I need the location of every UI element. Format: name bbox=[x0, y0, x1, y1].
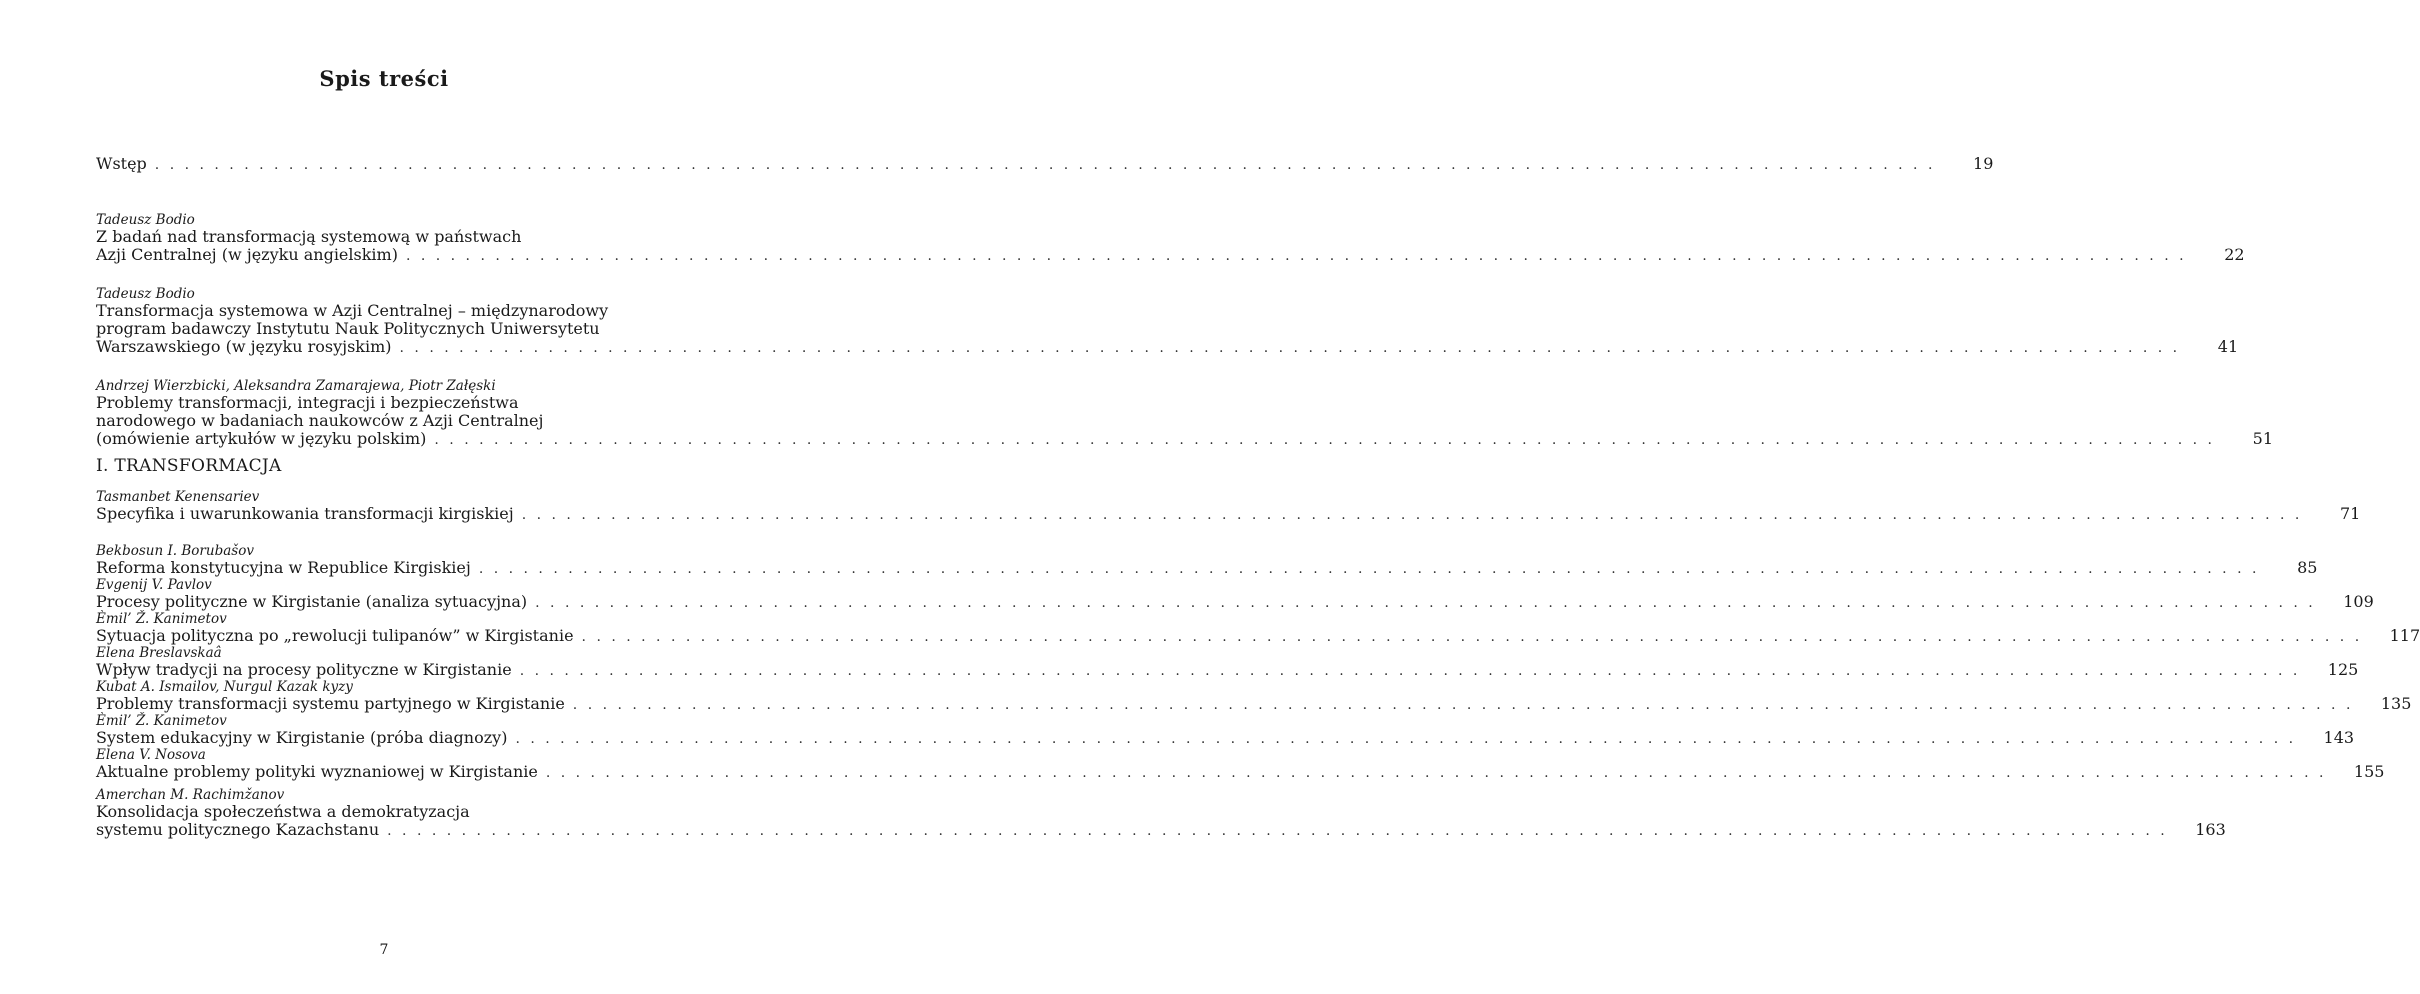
toc-entry[interactable] bbox=[96, 212, 2245, 264]
toc-page-number: 143 bbox=[2323, 728, 2355, 747]
leader-dots: . . . . . . . . . . . . . . . . . . . . . . . . . . . . . . . . . . . . . . . . . . . . . . . . . . . . . . . . . . . . . . . . . . . . . . . . . . . . . . . . . . . . . . . . . . . . . . . . . . . . . . . . . . . . . . . . . . . . . . . . bbox=[519, 663, 2301, 679]
toc-page-number: 135 bbox=[2380, 694, 2412, 713]
toc-entry-author: Tadeusz Bodio bbox=[96, 286, 195, 302]
toc-entry-title-line: Konsolidacja społeczeństwa a demokratyzacja bbox=[96, 802, 470, 821]
toc-entry-author: Elena Breslavskaâ bbox=[96, 645, 222, 661]
toc-entry-title-line: Wpływ tradycji na procesy polityczne w Kirgistanie bbox=[96, 660, 512, 679]
toc-entry-author: Amerchan M. Rachimžanov bbox=[96, 787, 285, 803]
toc-entry-title: Wstęp bbox=[96, 154, 147, 173]
toc-entry[interactable] bbox=[96, 645, 2359, 679]
toc-entry-author: Evgenij V. Pavlov bbox=[96, 577, 212, 593]
leader-dots: . . . . . . . . . . . . . . . . . . . . . . . . . . . . . . . . . . . . . . . . . . . . . . . . . . . . . . . . . . . . . . . . . . . . . . . . . . . . . . . . . . . . . . . . . . . . . . . . . . . . . . . . . . . . . . . . . . . . . . . . bbox=[521, 507, 2303, 523]
toc-entry-title-line: Procesy polityczne w Kirgistanie (analiza sytuacyjna) bbox=[96, 592, 528, 611]
leader-dots: . . . . . . . . . . . . . . . . . . . . . . . . . . . . . . . . . . . . . . . . . . . . . . . . . . . . . . . . . . . . . . . . . . . . . . . . . . . . . . . . . . . . . . . . . . . . . . . . . . . . . . . . . . . . . . . . . . . . . . . . bbox=[405, 248, 2187, 264]
toc-entry-title-line: narodowego w badaniach naukowców z Azji Centralnej bbox=[96, 411, 544, 430]
toc-page-number: 125 bbox=[2327, 660, 2359, 679]
leader-dots: . . . . . . . . . . . . . . . . . . . . . . . . . . . . . . . . . . . . . . . . . . . . . . . . . . . . . . . . . . . . . . . . . . . . . . . . . . . . . . . . . . . . . . . . . . . . . . . . . . . . . . . . . . . . . . . . . . . . . . . . bbox=[434, 432, 2215, 448]
toc-entry[interactable] bbox=[96, 489, 2361, 523]
page-title: Spis treści bbox=[319, 66, 449, 91]
toc-entry-author: Tadeusz Bodio bbox=[96, 212, 195, 228]
toc-entry-author: Èmil’ Ž. Kanimetov bbox=[96, 713, 227, 729]
toc-page-number: 71 bbox=[2339, 504, 2361, 523]
toc-entry[interactable] bbox=[96, 611, 2420, 645]
toc-entry-title-line: Azji Centralnej (w języku angielskim) bbox=[96, 245, 398, 264]
toc-entry-title-line: Z badań nad transformacją systemową w państwach bbox=[96, 227, 522, 246]
toc-entry-title-line: Specyfika i uwarunkowania transformacji kirgiskiej bbox=[96, 504, 514, 523]
toc-entry-author: Kubat A. Ismailov, Nurgul Kazak kyzy bbox=[96, 679, 353, 695]
toc-page-number: 109 bbox=[2343, 592, 2374, 611]
toc-entry-title-line: Transformacja systemowa w Azji Centralnej – międzynarodowy bbox=[96, 301, 609, 320]
toc-entry[interactable] bbox=[96, 577, 2374, 611]
toc-entry[interactable] bbox=[96, 543, 2318, 577]
toc-page-number: 41 bbox=[2217, 337, 2239, 356]
leader-dots: . . . . . . . . . . . . . . . . . . . . . . . . . . . . . . . . . . . . . . . . . . . . . . . . . . . . . . . . . . . . . . . . . . . . . . . . . . . . . . . . . . . . . . . . . . . . . . . . . . . . . . . . . . . . . . . . . . . . . . . . bbox=[572, 697, 2354, 713]
toc-entry[interactable] bbox=[96, 713, 2355, 747]
toc-entry-author: Tasmanbet Kenensariev bbox=[96, 489, 260, 505]
toc-page-number: 117 bbox=[2389, 626, 2420, 645]
toc-entry[interactable] bbox=[96, 787, 2226, 839]
toc-entry-author: Andrzej Wierzbicki, Aleksandra Zamarajewa, Piotr Załęski bbox=[96, 378, 496, 394]
toc-entry-title-line: Sytuacja polityczna po „rewolucji tulipanów” w Kirgistanie bbox=[96, 626, 574, 645]
leader-dots: . . . . . . . . . . . . . . . . . . . . . . . . . . . . . . . . . . . . . . . . . . . . . . . . . . . . . . . . . . . . . . . . . . . . . . . . . . . . . . . . . . . . . . . . . . . . . . . . . . . . . . . . . . . . . . . . . . . . . . . . bbox=[535, 595, 2316, 611]
toc-entry-title-line: Reforma konstytucyjna w Republice Kirgiskiej bbox=[96, 558, 471, 577]
toc-entry-title-line: (omówienie artykułów w języku polskim) bbox=[96, 429, 427, 448]
leader-dots: . . . . . . . . . . . . . . . . . . . . . . . . . . . . . . . . . . . . . . . . . . . . . . . . . . . . . . . . . . . . . . . . . . . . . . . . . . . . . . . . . . . . . . . . . . . . . . . . . . . . . . . . . . . . . . . . . . . . . . . . bbox=[478, 561, 2260, 577]
toc-entry-title-line: System edukacyjny w Kirgistanie (próba diagnozy) bbox=[96, 728, 508, 747]
toc-page-number: 22 bbox=[2224, 245, 2245, 264]
toc-entry-title-line: program badawczy Instytutu Nauk Politycznych Uniwersytetu bbox=[96, 319, 600, 338]
toc-entry-author: Elena V. Nosova bbox=[96, 747, 206, 763]
toc-entry[interactable] bbox=[96, 679, 2412, 713]
section-heading: I. TRANSFORMACJA bbox=[96, 456, 282, 476]
leader-dots: . . . . . . . . . . . . . . . . . . . . . . . . . . . . . . . . . . . . . . . . . . . . . . . . . . . . . . . . . . . . . . . . . . . . . . . . . . . . . . . . . . . . . . . . . . . . . . . . . . . . . . . . . . . . . . . . . . . . . . . . bbox=[387, 823, 2168, 839]
toc-entry-intro[interactable] bbox=[96, 154, 1994, 173]
toc-entry-title-line: Problemy transformacji systemu partyjnego w Kirgistanie bbox=[96, 694, 565, 713]
leader-dots: . . . . . . . . . . . . . . . . . . . . . . . . . . . . . . . . . . . . . . . . . . . . . . . . . . . . . . . . . . . . . . . . . . . . . . . . . . . . . . . . . . . . . . . . . . . . . . . . . . . . . . . . . . . . . . . . . . . . . . . . bbox=[545, 765, 2327, 781]
toc-page-number: 51 bbox=[2252, 429, 2273, 448]
folio-page-number: 7 bbox=[379, 942, 389, 958]
leader-dots: . . . . . . . . . . . . . . . . . . . . . . . . . . . . . . . . . . . . . . . . . . . . . . . . . . . . . . . . . . . . . . . . . . . . . . . . . . . . . . . . . . . . . . . . . . . . . . . . . . . . . . . . . . . . . . . . . . . . . . . . bbox=[581, 629, 2363, 645]
toc-entry-title-line: Warszawskiego (w języku rosyjskim) bbox=[96, 337, 392, 356]
toc-page-number: 85 bbox=[2297, 558, 2318, 577]
toc-entry-author: Èmil’ Ž. Kanimetov bbox=[96, 611, 227, 627]
toc-entry-title-line: systemu politycznego Kazachstanu bbox=[96, 820, 380, 839]
toc-entry-title-line: Problemy transformacji, integracji i bezpieczeństwa bbox=[96, 393, 519, 412]
leader-dots: . . . . . . . . . . . . . . . . . . . . . . . . . . . . . . . . . . . . . . . . . . . . . . . . . . . . . . . . . . . . . . . . . . . . . . . . . . . . . . . . . . . . . . . . . . . . . . . . . . . . . . . . . . . . . . . . . . . . . . . . bbox=[399, 340, 2181, 356]
toc-page-number: 163 bbox=[2195, 820, 2226, 839]
toc-entry[interactable] bbox=[96, 286, 2239, 356]
toc-page-number: 155 bbox=[2353, 762, 2385, 781]
toc-entry-title-line: Aktualne problemy polityki wyznaniowej w Kirgistanie bbox=[96, 762, 538, 781]
leader-dots: . . . . . . . . . . . . . . . . . . . . . . . . . . . . . . . . . . . . . . . . . . . . . . . . . . . . . . . . . . . . . . . . . . . . . . . . . . . . . . . . . . . . . . . . . . . . . . . . . . . . . . . . . . . . . . . . . . . . . . . . bbox=[154, 157, 1936, 173]
toc-entry[interactable] bbox=[96, 378, 2273, 448]
leader-dots: . . . . . . . . . . . . . . . . . . . . . . . . . . . . . . . . . . . . . . . . . . . . . . . . . . . . . . . . . . . . . . . . . . . . . . . . . . . . . . . . . . . . . . . . . . . . . . . . . . . . . . . . . . . . . . . . . . . . . . . . bbox=[515, 731, 2297, 747]
toc-page-number: 19 bbox=[1973, 154, 1994, 173]
toc-entry[interactable] bbox=[96, 747, 2385, 781]
toc-entry-author: Bekbosun I. Borubašov bbox=[96, 543, 254, 559]
